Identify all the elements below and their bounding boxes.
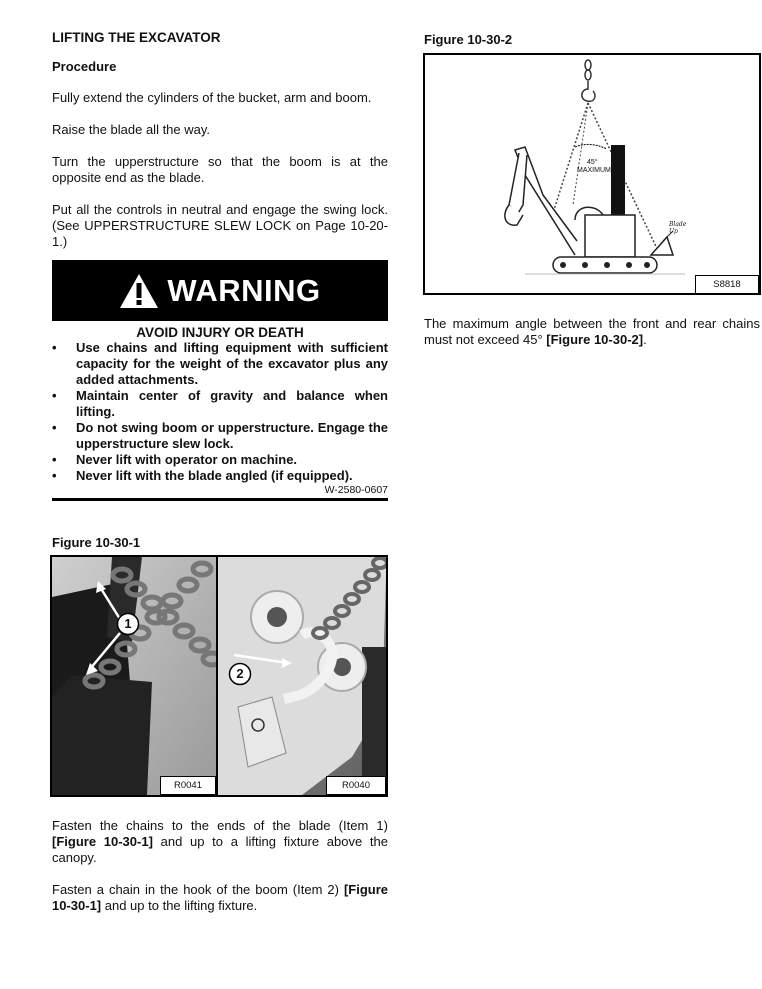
after-figure-text xyxy=(52,818,388,930)
angle-label: 45° xyxy=(587,159,598,166)
figure1-photos xyxy=(50,555,388,797)
blade-up-label: Blade Up xyxy=(669,221,687,235)
procedure-heading: Procedure xyxy=(52,59,117,74)
instruction-paragraph: Fasten the chains to the ends of the blade (Item 1) [Figure 10-30-1] and up to a lifting fixture above the canopy. xyxy=(52,818,388,865)
callout-1-label: 1 xyxy=(124,616,132,631)
section-title: LIFTING THE EXCAVATOR xyxy=(52,30,221,45)
step-paragraph: Turn the upperstructure so that the boom is at the opposite end as the blade. xyxy=(52,154,388,185)
step-paragraph: Put all the controls in neutral and engage the swing lock. (See UPPERSTRUCTURE SLEW LOCK on Page 10-20-1.) xyxy=(52,202,388,249)
angle-note: MAXIMUM xyxy=(577,167,611,174)
warning-item: • Do not swing boom or upperstructure. Engage the upperstructure slew lock. xyxy=(52,420,388,452)
warning-code: W-2580-0607 xyxy=(324,484,388,496)
figure1-label: Figure 10-30-1 xyxy=(52,535,141,550)
left-column xyxy=(52,30,388,501)
figure2-illustration xyxy=(423,53,761,295)
figure-ref: [Figure 10-30-1] xyxy=(52,882,388,913)
warning-rule xyxy=(52,498,388,501)
warning-item: • Never lift with the blade angled (if equipped). xyxy=(52,468,388,484)
warning-item: • Use chains and lifting equipment with sufficient capacity for the weight of the excavator plus any added attachments. xyxy=(52,340,388,388)
callout-2-label: 2 xyxy=(236,666,244,681)
angle-paragraph: The maximum angle between the front and rear chains must not exceed 45° [Figure 10-30-2]. xyxy=(424,316,760,347)
figure1-image xyxy=(52,557,386,795)
figure-ref: [Figure 10-30-2] xyxy=(546,332,644,347)
figure1-tag-right: R0040 xyxy=(326,776,386,795)
warning-banner xyxy=(52,260,388,321)
warning-triangle-icon xyxy=(119,273,159,309)
figure2-label: Figure 10-30-2 xyxy=(424,32,513,47)
figure1-tag-left: R0041 xyxy=(160,776,216,795)
warning-label: WARNING xyxy=(167,272,321,308)
figure2-tag: S8818 xyxy=(695,275,759,294)
step-paragraph: Fully extend the cylinders of the bucket, arm and boom. xyxy=(52,90,372,105)
figure-ref: [Figure 10-30-1] xyxy=(52,834,153,849)
warning-item: • Maintain center of gravity and balance when lifting. xyxy=(52,388,388,420)
warning-item: • Never lift with operator on machine. xyxy=(52,452,388,468)
instruction-paragraph: Fasten a chain in the hook of the boom (Item 2) [Figure 10-30-1] and up to the lifting fixture. xyxy=(52,882,388,913)
warning-list xyxy=(52,340,388,484)
step-paragraph: Raise the blade all the way. xyxy=(52,122,211,137)
warning-heading: AVOID INJURY OR DEATH xyxy=(136,325,304,340)
